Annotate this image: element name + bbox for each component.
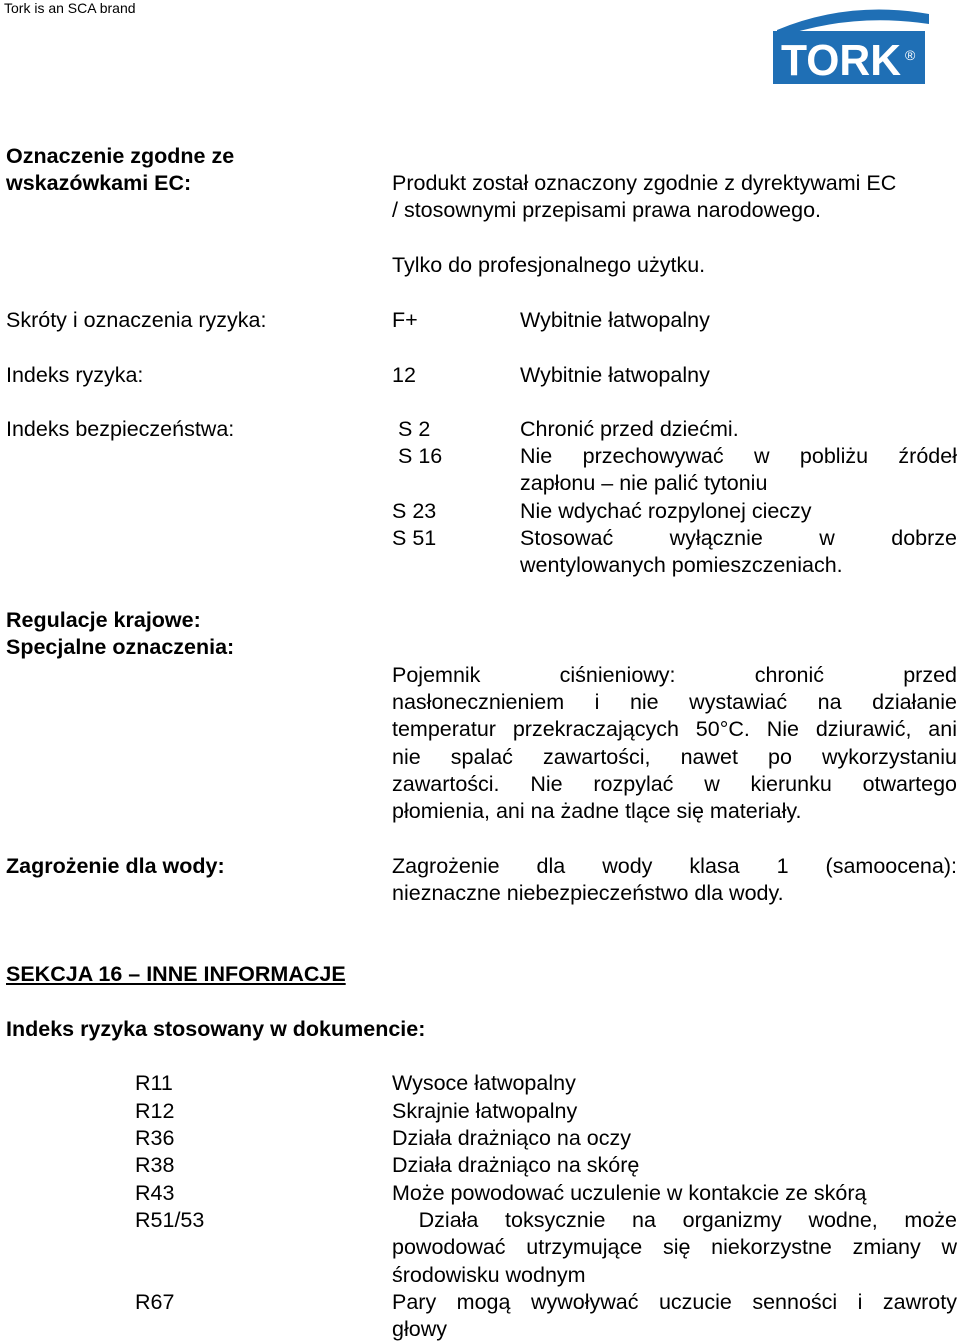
logo-registered: ® bbox=[905, 47, 916, 63]
water-hazard-text: Zagrożenie dla wody klasa 1 (samoocena): bbox=[392, 854, 957, 878]
safety-text: zapłonu – nie palić tytoniu bbox=[520, 471, 768, 495]
special-marking-line: nie spalać zawartości, nawet po wykorzystaniu bbox=[392, 745, 957, 769]
safety-text: Nie przechowywać w pobliżu źródeł bbox=[520, 444, 957, 468]
logo-text: TORK bbox=[781, 36, 902, 85]
risk-phrase-code: R36 bbox=[135, 1126, 175, 1150]
risk-phrase-text: powodować utrzymujące się niekorzystne zmiany w bbox=[392, 1235, 957, 1259]
brand-text: Tork is an SCA brand bbox=[4, 0, 136, 16]
special-marking-line: płomienia, ani na żadne tlące się materiały. bbox=[392, 799, 802, 823]
section-subheading: Indeks ryzyka stosowany w dokumencie: bbox=[6, 1017, 426, 1041]
ec-text-line1: Produkt został oznaczony zgodnie z dyrektywami EC bbox=[392, 171, 897, 195]
risk-index-text: Wybitnie łatwopalny bbox=[520, 363, 710, 387]
ec-label-line1: Oznaczenie zgodne ze bbox=[6, 144, 235, 168]
special-marking-line: nasłonecznieniem i nie wystawiać na działanie bbox=[392, 690, 957, 714]
safety-text: wentylowanych pomieszczeniach. bbox=[520, 553, 843, 577]
risk-phrase-text: Działa drażniąco na oczy bbox=[392, 1126, 632, 1150]
ec-text-line2: / stosownymi przepisami prawa narodowego. bbox=[392, 198, 822, 222]
safety-text: Chronić przed dziećmi. bbox=[520, 417, 739, 441]
safety-code: S 2 bbox=[398, 417, 431, 441]
safety-code: S 16 bbox=[398, 444, 443, 468]
water-hazard-label: Zagrożenie dla wody: bbox=[6, 854, 225, 878]
risk-phrase-text: Działa drażniąco na skórę bbox=[392, 1153, 640, 1177]
risk-phrase-code: R67 bbox=[135, 1290, 175, 1314]
risk-phrase-text: Wysoce łatwopalny bbox=[392, 1071, 576, 1095]
risk-phrase-text: Skrajnie łatwopalny bbox=[392, 1099, 578, 1123]
risk-phrase-text: Może powodować uczulenie w kontakcie ze skórą bbox=[392, 1181, 867, 1205]
risk-phrase-code: R38 bbox=[135, 1153, 175, 1177]
special-marking-line: Pojemnik ciśnieniowy: chronić przed bbox=[392, 663, 957, 687]
risk-phrase-text: Pary mogą wywoływać uczucie senności i zawroty bbox=[392, 1290, 957, 1314]
national-label: Regulacje krajowe: bbox=[6, 608, 201, 632]
hazard-label: Skróty i oznaczenia ryzyka: bbox=[6, 308, 267, 332]
risk-index-code: 12 bbox=[392, 363, 416, 387]
risk-phrase-text: Działa toksycznie na organizmy wodne, może bbox=[392, 1208, 957, 1232]
risk-phrase-text: środowisku wodnym bbox=[392, 1263, 586, 1287]
risk-phrase-code: R43 bbox=[135, 1181, 175, 1205]
ec-label-line2: wskazówkami EC: bbox=[6, 171, 192, 195]
hazard-code: F+ bbox=[392, 308, 418, 332]
water-hazard-text: nieznaczne niebezpieczeństwo dla wody. bbox=[392, 881, 784, 905]
special-marking-line: zawartości. Nie rozpylać w kierunku otwartego bbox=[392, 772, 957, 796]
special-marking-line: temperatur przekraczających 50°C. Nie dziurawić, ani bbox=[392, 717, 957, 741]
risk-phrase-code: R11 bbox=[135, 1071, 173, 1095]
safety-text: Stosować wyłącznie w dobrze bbox=[520, 526, 957, 550]
risk-phrase-text: głowy bbox=[392, 1317, 447, 1341]
hazard-text: Wybitnie łatwopalny bbox=[520, 308, 710, 332]
tork-logo bbox=[771, 4, 931, 86]
risk-index-label: Indeks ryzyka: bbox=[6, 363, 144, 387]
section-heading: SEKCJA 16 – INNE INFORMACJE bbox=[6, 962, 346, 986]
risk-phrase-code: R51/53 bbox=[135, 1208, 205, 1232]
safety-index-label: Indeks bezpieczeństwa: bbox=[6, 417, 235, 441]
risk-phrase-code: R12 bbox=[135, 1099, 175, 1123]
safety-code: S 51 bbox=[392, 526, 437, 550]
special-marking-label: Specjalne oznaczenia: bbox=[6, 635, 235, 659]
safety-code: S 23 bbox=[392, 499, 437, 523]
ec-text-line3: Tylko do profesjonalnego użytku. bbox=[392, 253, 706, 277]
safety-text: Nie wdychać rozpylonej cieczy bbox=[520, 499, 812, 523]
